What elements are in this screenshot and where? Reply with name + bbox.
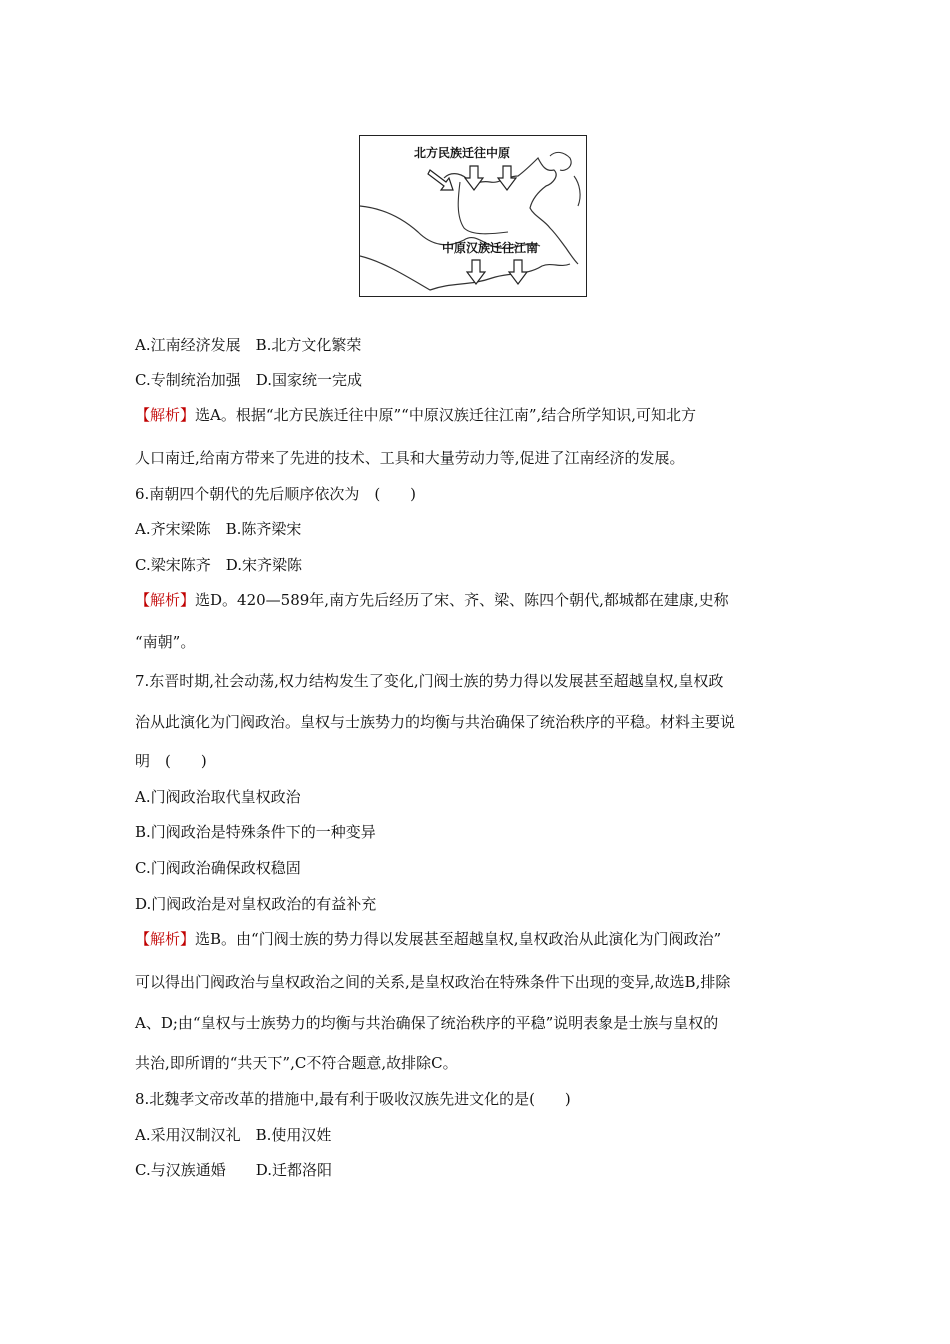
arrow-icon-5 — [509, 260, 527, 284]
arrow-icon-1 — [428, 170, 453, 190]
q6-analysis-line-2: “南朝”。 — [135, 633, 196, 651]
q7-option-d: D.门阀政治是对皇权政治的有益补充 — [135, 895, 377, 913]
analysis-text: 选D。420—589年,南方先后经历了宋、齐、梁、陈四个朝代,都城都在建康,史称 — [195, 591, 729, 609]
analysis-tag: 【解析】 — [135, 406, 196, 424]
q8-stem: 8.北魏孝文帝改革的措施中,最有利于吸收汉族先进文化的是( ) — [135, 1090, 571, 1108]
q7-analysis-line-3: A、D;由“皇权与士族势力的均衡与共治确保了统治秩序的平稳”说明表象是士族与皇权的 — [135, 1014, 719, 1032]
q6-options-cd: C.梁宋陈齐 D.宋齐梁陈 — [135, 556, 302, 574]
q7-option-b: B.门阀政治是特殊条件下的一种变异 — [135, 823, 376, 841]
q6-stem: 6.南朝四个朝代的先后顺序依次为 ( ) — [135, 485, 417, 503]
q5-options-ab: A.江南经济发展 B.北方文化繁荣 — [135, 336, 362, 354]
q7-analysis-line-1 — [135, 929, 721, 949]
analysis-text: 选B。由“门阀士族的势力得以发展甚至超越皇权,皇权政治从此演化为门阀政治” — [195, 930, 722, 948]
arrow-icon-2 — [465, 166, 483, 190]
q5-analysis-line-1 — [135, 405, 696, 425]
q7-option-c: C.门阀政治确保政权稳固 — [135, 859, 301, 877]
q6-options-ab: A.齐宋梁陈 B.陈齐梁宋 — [135, 520, 302, 538]
analysis-text: 选A。根据“北方民族迁往中原”“中原汉族迁往江南”,结合所学知识,可知北方 — [195, 406, 697, 424]
q7-stem-line-3: 明 ( ) — [135, 752, 207, 770]
analysis-tag: 【解析】 — [135, 930, 196, 948]
q8-options-cd: C.与汉族通婚 D.迁都洛阳 — [135, 1161, 332, 1179]
q7-analysis-line-4: 共治,即所谓的“共天下”,C不符合题意,故排除C。 — [135, 1054, 458, 1072]
q7-stem-line-2: 治从此演化为门阀政治。皇权与士族势力的均衡与共治确保了统治秩序的平稳。材料主要说 — [135, 713, 736, 731]
arrow-icon-3 — [498, 166, 516, 190]
q5-options-cd: C.专制统治加强 D.国家统一完成 — [135, 371, 362, 389]
q5-analysis-line-2: 人口南迁,给南方带来了先进的技术、工具和大量劳动力等,促进了江南经济的发展。 — [135, 449, 685, 467]
migration-map — [359, 135, 587, 297]
q6-analysis-line-1 — [135, 590, 729, 610]
map-label-south: 中原汉族迁往江南 — [442, 241, 539, 255]
q7-stem-line-1: 7.东晋时期,社会动荡,权力结构发生了变化,门阀士族的势力得以发展甚至超越皇权,皇权政 — [135, 672, 724, 690]
map-label-north: 北方民族迁往中原 — [414, 146, 511, 160]
q7-option-a: A.门阀政治取代皇权政治 — [135, 788, 301, 806]
q7-analysis-line-2: 可以得出门阀政治与皇权政治之间的关系,是皇权政治在特殊条件下出现的变异,故选B,排除 — [135, 973, 731, 991]
q8-options-ab: A.采用汉制汉礼 B.使用汉姓 — [135, 1126, 332, 1144]
analysis-tag: 【解析】 — [135, 591, 196, 609]
